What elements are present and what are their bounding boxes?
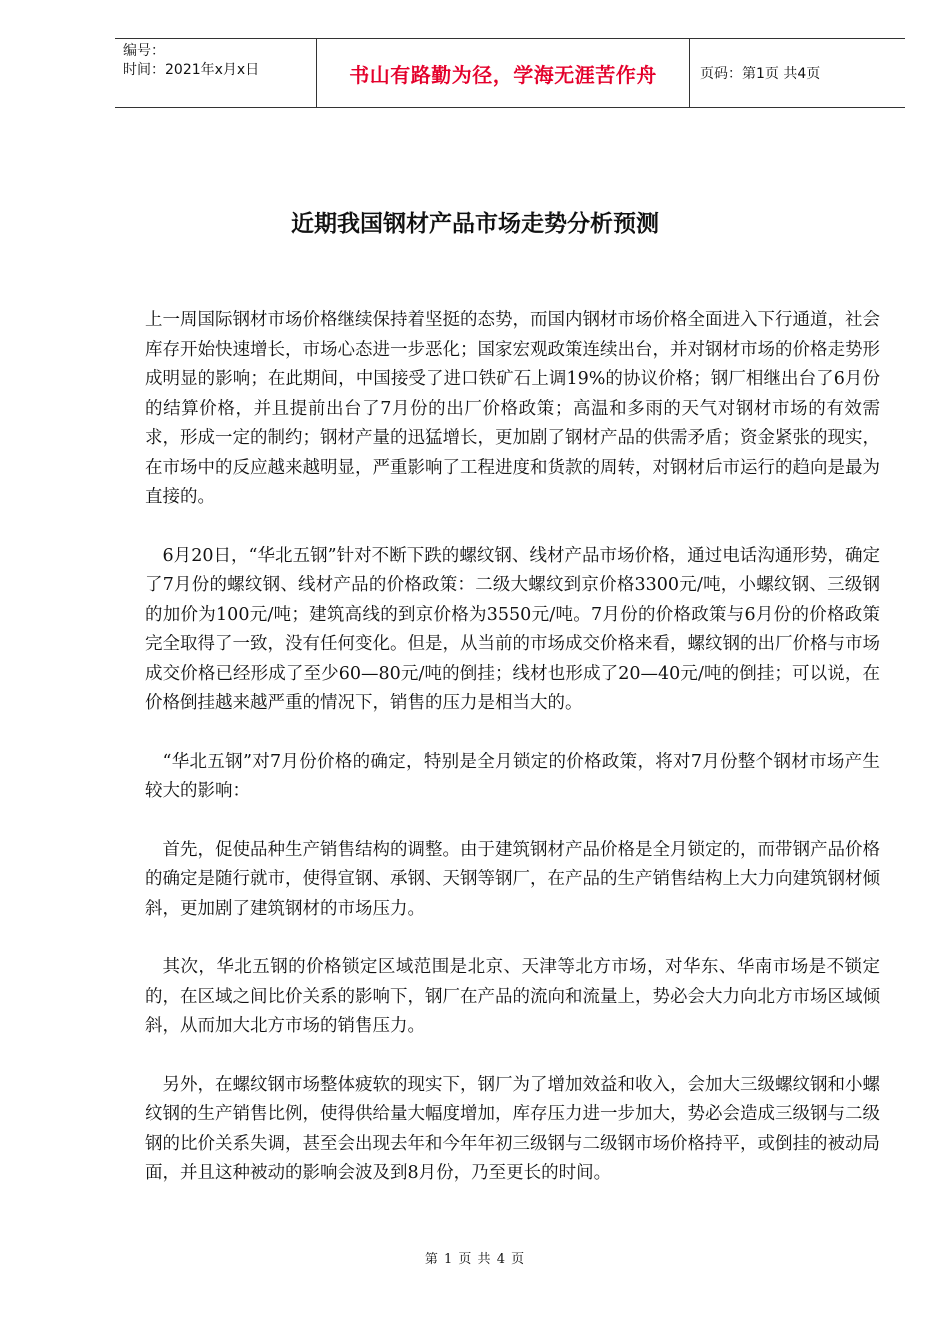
document-title: 近期我国钢材产品市场走势分析预测 xyxy=(291,211,659,237)
paragraph-2: 6月20日，“华北五钢”针对不断下跌的螺纹钢、线材产品市场价格，通过电话沟通形势，确定了7月份的螺纹钢、线材产品的价格政策：二级大螺纹到京价格3300元/吨，小螺纹钢、三级钢的加价为100元/吨；建筑高线的到京价格为3550元/吨。7月份的价格政策与6月份的价格政策完全取得了一致，没有任何变化。但是，从当前的市场成交价格来看，螺纹钢的出厂价格与市场成交价格已经形成了至少60—80元/吨的倒挂；线材也形成了20—40元/吨的倒挂；可以说，在价格倒挂越来越严重的情况下，销售的压力是相当大的。 xyxy=(145,545,880,713)
paragraph-4: 首先，促使品种生产销售结构的调整。由于建筑钢材产品价格是全月锁定的，而带钢产品价格的确定是随行就市，使得宣钢、承钢、天钢等钢厂，在产品的生产销售结构上大力向建筑钢材倾斜，更加剧了建筑钢材的市场压力。 xyxy=(145,839,880,919)
page-header xyxy=(115,38,905,108)
header-meta xyxy=(115,39,316,107)
paragraph-1: 上一周国际钢材市场价格继续保持着坚挺的态势，而国内钢材市场价格全面进入下行通道，社会库存开始快速增长，市场心态进一步恶化；国家宏观政策连续出台，并对钢材市场的价格走势形成明显的影响；在此期间，中国接受了进口铁矿石上调19%的协议价格；钢厂相继出台了6月份的结算价格，并且提前出台了7月份的出厂价格政策；高温和多雨的天气对钢材市场的有效需求，形成一定的制约；钢材产量的迅猛增长，更加剧了钢材产品的供需矛盾；资金紧张的现实，在市场中的反应越来越明显，严重影响了工程进度和货款的周转，对钢材后市运行的趋向是最为直接的。 xyxy=(145,310,880,507)
paragraph-3: “华北五钢”对7月份价格的确定，特别是全月锁定的价格政策，将对7月份整个钢材市场产生较大的影响： xyxy=(145,751,880,801)
paragraph-5: 其次，华北五钢的价格锁定区域范围是北京、天津等北方市场，对华东、华南市场是不锁定的，在区域之间比价关系的影响下，钢厂在产品的流向和流量上，势必会大力向北方市场区域倾斜，从而加大北方市场的销售压力。 xyxy=(145,957,880,1036)
date-label: 时间：2021年x月x日 xyxy=(123,62,260,78)
page-footer: 第 1 页 共 4 页 xyxy=(424,1252,526,1267)
header-motto: 书山有路勤为径，学海无涯苦作舟 xyxy=(316,39,690,107)
document-body xyxy=(145,306,880,1218)
serial-label: 编号： xyxy=(123,43,165,59)
paragraph-6: 另外，在螺纹钢市场整体疲软的现实下，钢厂为了增加效益和收入，会加大三级螺纹钢和小螺纹钢的生产销售比例，使得供给量大幅度增加，库存压力进一步加大，势必会造成三级钢与二级钢的比价关系失调，甚至会出现去年和今年年初三级钢与二级钢市场价格持平，或倒挂的被动局面，并且这种被动的影响会波及到8月份，乃至更长的时间。 xyxy=(145,1074,880,1183)
header-page-info: 页码：第1页 共4页 xyxy=(700,66,821,82)
